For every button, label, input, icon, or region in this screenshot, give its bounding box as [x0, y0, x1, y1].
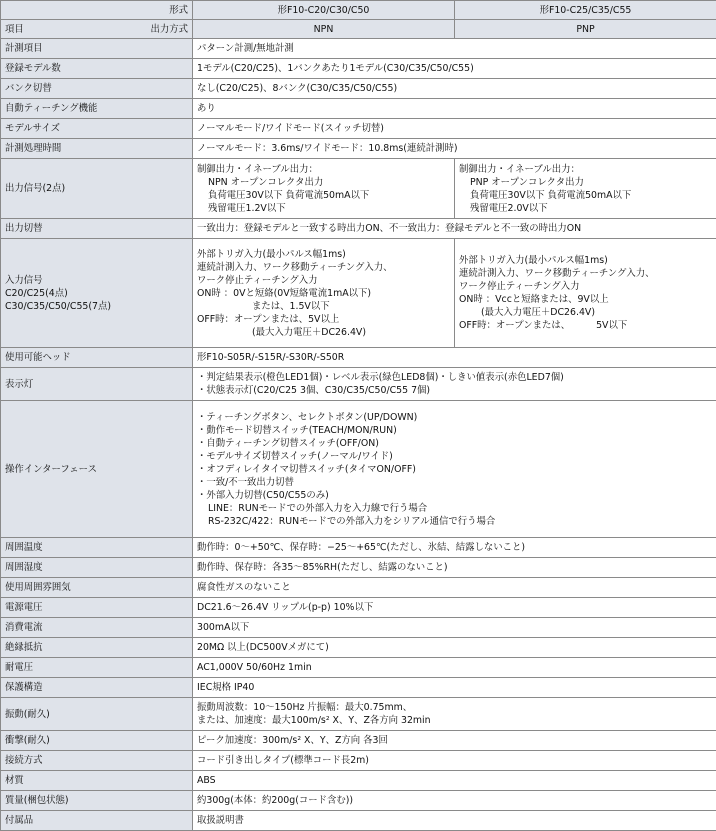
- insig-npn-line-2: 連続計測入力、ワーク移動ティーチング入力、: [197, 261, 450, 274]
- label-humid: 周囲湿度: [1, 558, 193, 578]
- insig-pnp-line-6: [459, 319, 712, 332]
- label-insres: 絶縁抵抗: [1, 638, 193, 658]
- item-header-cell: [1, 20, 193, 39]
- insig-label-line-1: 入力信号: [5, 274, 188, 287]
- row-insig: [1, 239, 716, 348]
- value-connect: コード引き出しタイプ(標準コード長2m): [193, 751, 716, 771]
- outsig-pnp-line-4: 残留電圧2.0V以下: [459, 202, 712, 215]
- label-proctime: 計測処理時間: [1, 139, 193, 159]
- format-header-cell: [1, 1, 193, 20]
- row-temp: [1, 538, 716, 558]
- row-proctime: [1, 139, 716, 159]
- vibration-line-1: 振動周波数：10～150Hz 片振幅：最大0.75mm、: [197, 701, 712, 714]
- output-a-header: NPN: [193, 20, 455, 39]
- header-row-model: [1, 1, 716, 20]
- label-shock: 衝撃(耐久): [1, 731, 193, 751]
- value-interface: [193, 401, 716, 538]
- interface-line-6: ・一致/不一致出力切替: [197, 476, 712, 489]
- vibration-line-2: または、加速度：最大100m/s² X、Y、Z各方向 32min: [197, 714, 712, 727]
- outsig-npn-line-1: 制御出力・イネーブル出力：: [197, 163, 450, 176]
- format-label: 形式: [5, 4, 188, 17]
- interface-sub-line-2: RS-232C/422：RUNモードでの外部入力をシリアル通信で行う場合: [197, 515, 712, 528]
- row-interface: [1, 401, 716, 538]
- model-a-header: 形F10-C20/C30/C50: [193, 1, 455, 20]
- outsig-pnp-line-2: PNP オープンコレクタ出力: [459, 176, 712, 189]
- outsig-npn-line-4: 残留電圧1.2V以下: [197, 202, 450, 215]
- value-protect: IEC規格 IP40: [193, 678, 716, 698]
- value-heads: 形F10-S05R/-S15R/-S30R/-S50R: [193, 348, 716, 368]
- insig-label-line-2: C20/C25(4点): [5, 287, 188, 300]
- label-accessory: 付属品: [1, 811, 193, 831]
- value-withstand: AC1,000V 50/60Hz 1min: [193, 658, 716, 678]
- row-protect: [1, 678, 716, 698]
- insig-npn-line-1: 外部トリガ入力(最小パルス幅1ms): [197, 248, 450, 261]
- value-insig-pnp: [455, 239, 716, 348]
- value-modelsize: ノーマルモード/ワイドモード(スイッチ切替): [193, 119, 716, 139]
- interface-sub-line-1: LINE：RUNモードでの外部入力を入力線で行う場合: [197, 502, 712, 515]
- label-interface: 操作インターフェース: [1, 401, 193, 538]
- label-insig: [1, 239, 193, 348]
- outsig-pnp-line-1: 制御出力・イネーブル出力：: [459, 163, 712, 176]
- indicator-line-1: ・判定結果表示(橙色LED1個)・レベル表示(緑色LED8個)・しきい値表示(赤色LED7個): [197, 371, 712, 384]
- interface-line-3: ・自動ティーチング切替スイッチ(OFF/ON): [197, 437, 712, 450]
- insig-label-line-3: C30/C35/C50/C55(7点): [5, 300, 188, 313]
- value-humid: 動作時、保存時：各35～85%RH(ただし、結露のないこと): [193, 558, 716, 578]
- value-autoteach: あり: [193, 99, 716, 119]
- output-b-header: PNP: [455, 20, 716, 39]
- row-modelsize: [1, 119, 716, 139]
- label-atmos: 使用周囲雰囲気: [1, 578, 193, 598]
- row-outswitch: [1, 219, 716, 239]
- insig-pnp-line-6b: 5V以下: [596, 320, 627, 331]
- label-vibration: 振動(耐久): [1, 698, 193, 731]
- insig-npn-line-3: ワーク停止ティーチング入力: [197, 274, 450, 287]
- interface-line-4: ・モデルサイズ切替スイッチ(ノーマル/ワイド): [197, 450, 712, 463]
- row-atmos: [1, 578, 716, 598]
- row-autoteach: [1, 99, 716, 119]
- row-insres: [1, 638, 716, 658]
- row-voltage: [1, 598, 716, 618]
- value-indicator: [193, 368, 716, 401]
- value-voltage: DC21.6～26.4V リップル(p-p) 10%以下: [193, 598, 716, 618]
- label-measure: 計測項目: [1, 39, 193, 59]
- label-weight: 質量(梱包状態): [1, 791, 193, 811]
- indicator-line-2: ・状態表示灯(C20/C25 3個、C30/C35/C50/C55 7個): [197, 384, 712, 397]
- row-accessory: [1, 811, 716, 831]
- label-indicator: 表示灯: [1, 368, 193, 401]
- value-measure: パターン計測/無地計測: [193, 39, 716, 59]
- label-material: 材質: [1, 771, 193, 791]
- value-weight: 約300g(本体：約200g(コード含む)): [193, 791, 716, 811]
- label-outsig: 出力信号(2点): [1, 159, 193, 219]
- value-vibration: [193, 698, 716, 731]
- row-vibration: [1, 698, 716, 731]
- row-shock: [1, 731, 716, 751]
- label-withstand: 耐電圧: [1, 658, 193, 678]
- value-bank: なし(C20/C25)、8バンク(C30/C35/C50/C55): [193, 79, 716, 99]
- label-models: 登録モデル数: [1, 59, 193, 79]
- interface-line-7: ・外部入力切替(C50/C55のみ): [197, 489, 712, 502]
- item-label: 項目: [5, 23, 24, 36]
- insig-npn-line-7: (最大入力電圧＋DC26.4V): [197, 326, 450, 339]
- label-connect: 接続方式: [1, 751, 193, 771]
- value-accessory: 取扱説明書: [193, 811, 716, 831]
- label-protect: 保護構造: [1, 678, 193, 698]
- model-b-header: 形F10-C25/C35/C55: [455, 1, 716, 20]
- row-withstand: [1, 658, 716, 678]
- insig-npn-line-6: OFF時：オープンまたは、5V以上: [197, 313, 450, 326]
- label-modelsize: モデルサイズ: [1, 119, 193, 139]
- value-current: 300mA以下: [193, 618, 716, 638]
- value-models: 1モデル(C20/C25)、1バンクあたり1モデル(C30/C35/C50/C55): [193, 59, 716, 79]
- value-outsig-pnp: [455, 159, 716, 219]
- value-outsig-npn: [193, 159, 455, 219]
- label-current: 消費電流: [1, 618, 193, 638]
- label-voltage: 電源電圧: [1, 598, 193, 618]
- insig-pnp-line-6a: OFF時：オープンまたは、: [459, 320, 570, 331]
- value-temp: 動作時：0～+50℃、保存時：−25～+65℃(ただし、氷結、結露しないこと): [193, 538, 716, 558]
- row-heads: [1, 348, 716, 368]
- label-heads: 使用可能ヘッド: [1, 348, 193, 368]
- value-atmos: 腐食性ガスのないこと: [193, 578, 716, 598]
- label-bank: バンク切替: [1, 79, 193, 99]
- row-outsig: [1, 159, 716, 219]
- interface-line-1: ・ティーチングボタン、セレクトボタン(UP/DOWN): [197, 411, 712, 424]
- row-indicator: [1, 368, 716, 401]
- outsig-npn-line-2: NPN オープンコレクタ出力: [197, 176, 450, 189]
- outsig-pnp-line-3: 負荷電圧30V以下 負荷電流50mA以下: [459, 189, 712, 202]
- insig-pnp-line-4: ON時 ：Vccと短絡または、9V以上: [459, 293, 712, 306]
- label-temp: 周囲温度: [1, 538, 193, 558]
- interface-line-2: ・動作モード切替スイッチ(TEACH/MON/RUN): [197, 424, 712, 437]
- row-models: [1, 59, 716, 79]
- output-label: 出力方式: [150, 23, 188, 36]
- value-insig-npn: [193, 239, 455, 348]
- row-connect: [1, 751, 716, 771]
- value-material: ABS: [193, 771, 716, 791]
- row-current: [1, 618, 716, 638]
- insig-pnp-line-3: ワーク停止ティーチング入力: [459, 280, 712, 293]
- row-bank: [1, 79, 716, 99]
- label-outswitch: 出力切替: [1, 219, 193, 239]
- row-material: [1, 771, 716, 791]
- row-measure: [1, 39, 716, 59]
- label-autoteach: 自動ティーチング機能: [1, 99, 193, 119]
- row-weight: [1, 791, 716, 811]
- value-insres: 20MΩ 以上(DC500Vメガにて): [193, 638, 716, 658]
- interface-line-5: ・オフディレイタイマ切替スイッチ(タイマON/OFF): [197, 463, 712, 476]
- insig-pnp-line-5: (最大入力電圧＋DC26.4V): [459, 306, 712, 319]
- outsig-npn-line-3: 負荷電圧30V以下 負荷電流50mA以下: [197, 189, 450, 202]
- insig-npn-line-5: または、1.5V以下: [197, 300, 450, 313]
- value-proctime: ノーマルモード：3.6ms/ワイドモード：10.8ms(連続計測時): [193, 139, 716, 159]
- value-outswitch: 一致出力：登録モデルと一致する時出力ON、不一致出力：登録モデルと不一致の時出力ON: [193, 219, 716, 239]
- value-shock: ピーク加速度：300m/s² X、Y、Z方向 各3回: [193, 731, 716, 751]
- header-row-output: [1, 20, 716, 39]
- row-humid: [1, 558, 716, 578]
- insig-pnp-line-2: 連続計測入力、ワーク移動ティーチング入力、: [459, 267, 712, 280]
- insig-npn-line-4: ON時 ：0Vと短絡(0V短絡電流1mA以下): [197, 287, 450, 300]
- insig-pnp-line-1: 外部トリガ入力(最小パルス幅1ms): [459, 254, 712, 267]
